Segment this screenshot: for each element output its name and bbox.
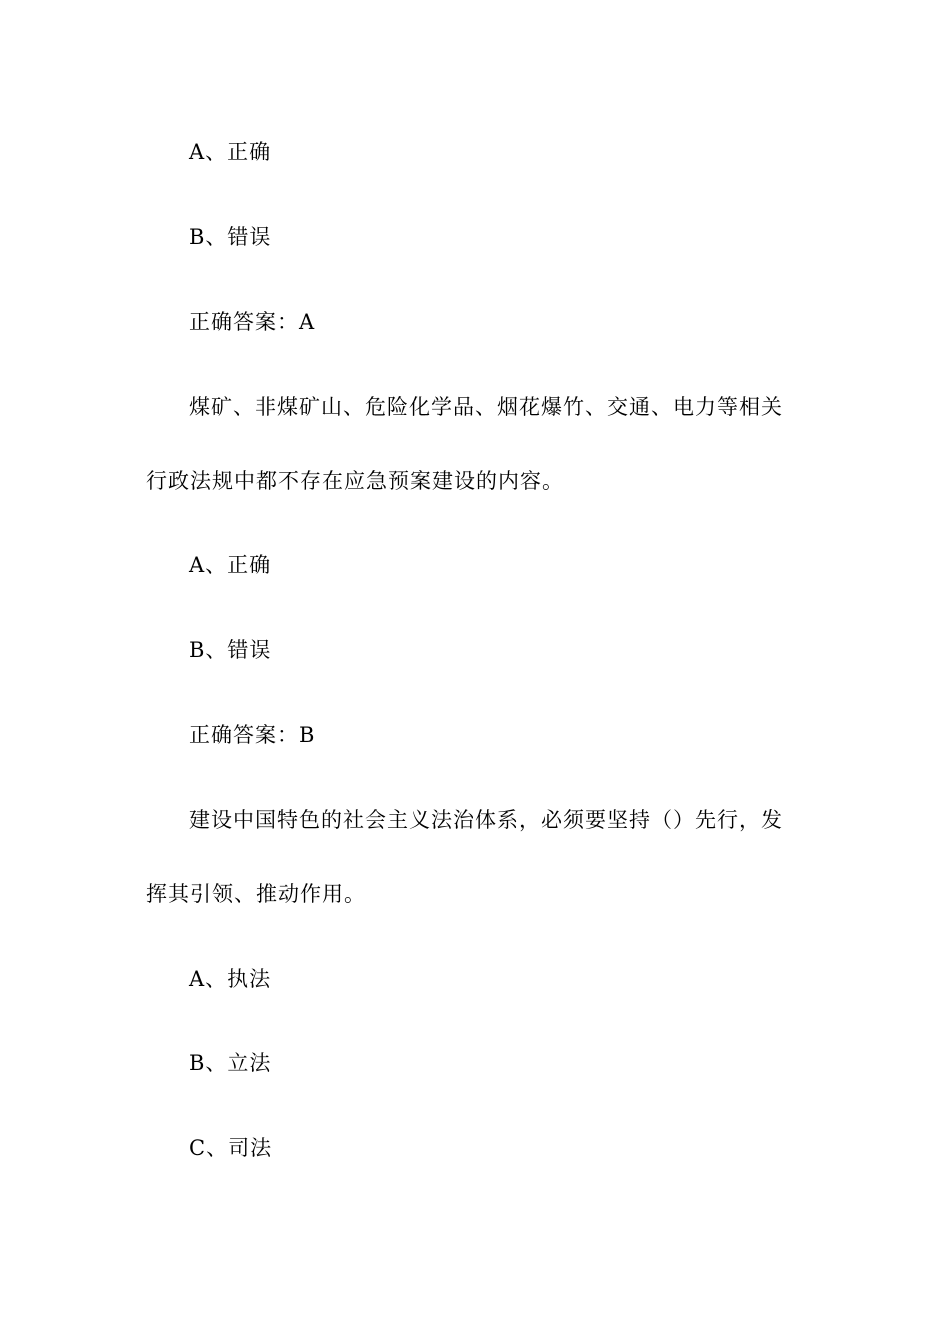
answer-q2: 正确答案：B bbox=[189, 723, 316, 747]
option-b-q3: B、立法 bbox=[189, 1051, 272, 1075]
question-3-line-2: 挥其引领、推动作用。 bbox=[146, 882, 366, 906]
option-b-q1: B、错误 bbox=[189, 225, 272, 249]
option-a-q2: A、正确 bbox=[189, 553, 272, 577]
option-c-q3: C、司法 bbox=[189, 1136, 273, 1160]
option-a-q1: A、正确 bbox=[189, 140, 272, 164]
question-3-line-1: 建设中国特色的社会主义法治体系，必须要坚持（）先行，发 bbox=[189, 808, 783, 832]
question-2-line-1: 煤矿、非煤矿山、危险化学品、烟花爆竹、交通、电力等相关 bbox=[189, 395, 783, 419]
option-a-q3: A、执法 bbox=[189, 967, 272, 991]
option-b-q2: B、错误 bbox=[189, 638, 272, 662]
answer-q1: 正确答案：A bbox=[189, 310, 316, 334]
question-2-line-2: 行政法规中都不存在应急预案建设的内容。 bbox=[146, 469, 564, 493]
